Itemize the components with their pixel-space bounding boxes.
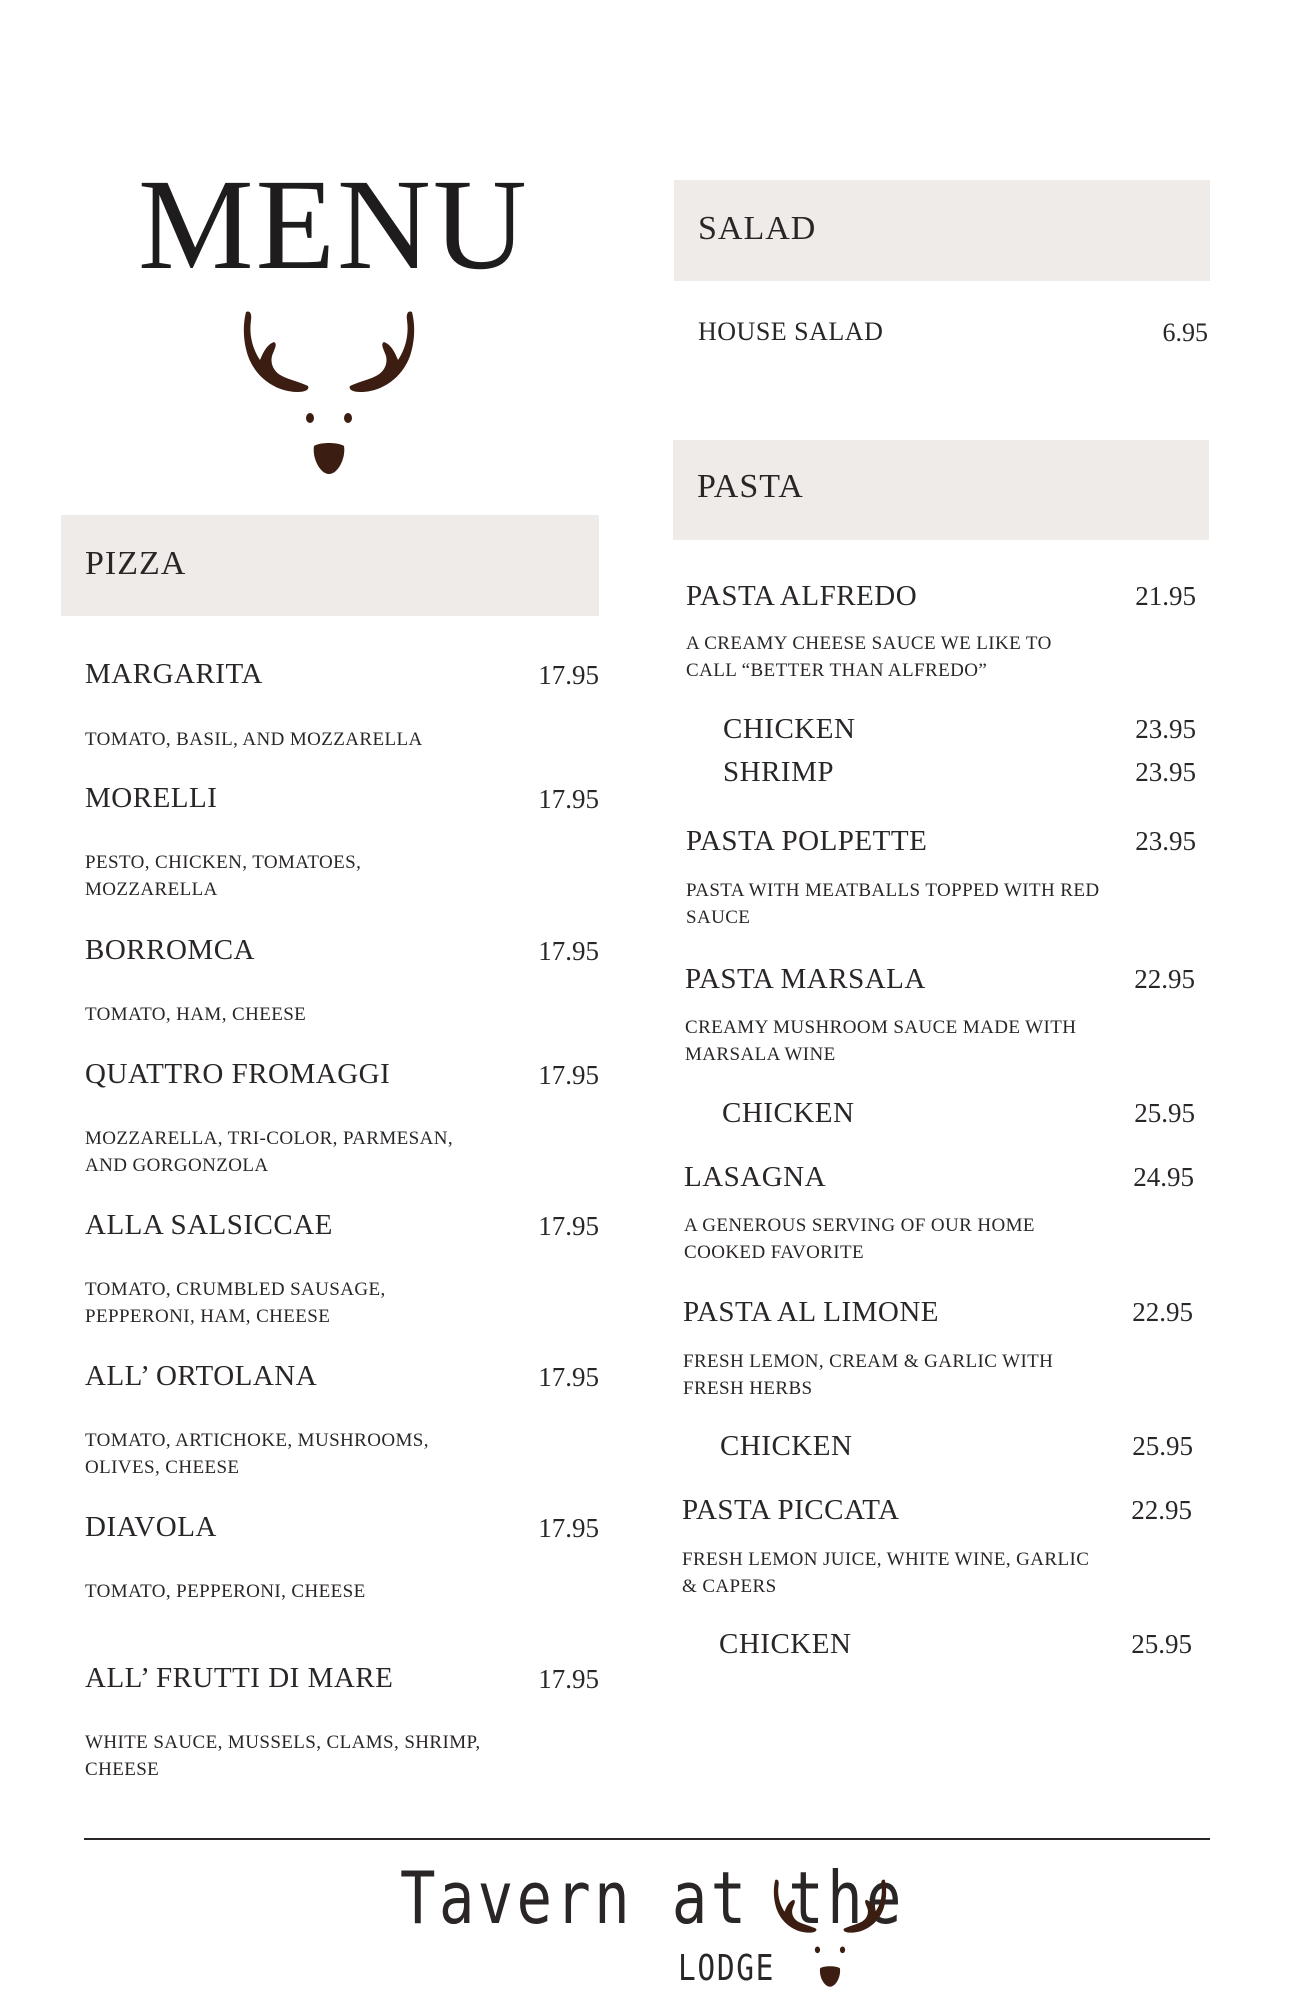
pizza-item-price: 17.95 [538,1664,599,1694]
pizza-item-name: QUATTRO FROMAGGI [85,1058,391,1090]
salad-header [674,180,1210,281]
pizza-item-price: 17.95 [538,1211,599,1241]
pizza-item-name: DIAVOLA [85,1511,217,1543]
pizza-item-name: ALL’ ORTOLANA [85,1360,318,1392]
pasta-item-name: PASTA PICCATA [682,1494,900,1526]
page-title: MENU [138,153,529,297]
pasta-item-name: PASTA AL LIMONE [683,1296,940,1328]
pizza-item-price: 17.95 [538,1060,599,1090]
brand-name: Tavern at the [400,1856,905,1940]
pasta-subitem-price: 23.95 [1135,757,1196,787]
pasta-item-price: 22.95 [1132,1297,1193,1327]
pasta-item-price: 22.95 [1134,964,1195,994]
salad-item-price: 6.95 [1162,318,1208,347]
pizza-item-desc: MOZZARELLA, TRI-COLOR, PARMESAN, AND GORGONZOLA [85,1128,454,1176]
pasta-header [673,440,1209,540]
pasta-subitem-price: 25.95 [1132,1431,1193,1461]
pasta-item-name: PASTA POLPETTE [686,825,928,857]
pasta-item-name: LASAGNA [684,1161,827,1193]
pasta-item-desc: FRESH LEMON, CREAM & GARLIC WITH FRESH HERBS [683,1351,1054,1399]
pasta-item-name: PASTA MARSALA [685,963,926,995]
pasta-item-price: 23.95 [1135,826,1196,856]
pizza-item-price: 17.95 [538,1362,599,1392]
pasta-subitem-name: CHICKEN [719,1628,852,1660]
deer-antlers-icon [770,1877,890,1991]
pasta-item-desc: A CREAMY CHEESE SAUCE WE LIKE TO CALL “BETTER THAN ALFREDO” [686,633,1052,681]
brand-subtitle: LODGE [678,1948,776,1989]
footer-divider [84,1838,1210,1840]
pasta-subitem-name: CHICKEN [720,1430,853,1462]
pizza-heading: PIZZA [85,545,187,582]
pasta-heading: PASTA [697,468,804,505]
pasta-item-name: PASTA ALFREDO [686,580,918,612]
pizza-item-name: MARGARITA [85,658,263,690]
pizza-item-desc: TOMATO, CRUMBLED SAUSAGE, PEPPERONI, HAM, CHEESE [85,1279,386,1327]
pizza-item-name: ALLA SALSICCAE [85,1209,333,1241]
pasta-item-desc: PASTA WITH MEATBALLS TOPPED WITH RED SAUCE [686,880,1100,928]
pizza-header [61,515,599,616]
pasta-item-price: 24.95 [1133,1162,1194,1192]
pasta-item-price: 22.95 [1131,1495,1192,1525]
deer-antlers-icon [238,308,420,480]
pasta-subitem-name: SHRIMP [723,756,834,788]
pasta-subitem-name: CHICKEN [722,1097,855,1129]
pizza-item-price: 17.95 [538,784,599,814]
pizza-item-desc: TOMATO, BASIL, AND MOZZARELLA [85,729,423,750]
pasta-item-desc: FRESH LEMON JUICE, WHITE WINE, GARLIC & CAPERS [682,1549,1090,1597]
pizza-item-desc: TOMATO, PEPPERONI, CHEESE [85,1581,366,1602]
pizza-item-desc: TOMATO, ARTICHOKE, MUSHROOMS, OLIVES, CHEESE [85,1430,429,1478]
pizza-item-desc: TOMATO, HAM, CHEESE [85,1004,307,1025]
salad-heading: SALAD [698,210,817,247]
pizza-item-price: 17.95 [538,936,599,966]
pasta-subitem-price: 23.95 [1135,714,1196,744]
pizza-item-price: 17.95 [538,660,599,690]
pasta-item-desc: A GENEROUS SERVING OF OUR HOME COOKED FAVORITE [684,1215,1035,1263]
pizza-item-price: 17.95 [538,1513,599,1543]
salad-item-name: HOUSE SALAD [698,317,884,346]
pasta-subitem-price: 25.95 [1131,1629,1192,1659]
pasta-item-desc: CREAMY MUSHROOM SAUCE MADE WITH MARSALA WINE [685,1017,1077,1065]
pasta-item-price: 21.95 [1135,581,1196,611]
pasta-subitem-name: CHICKEN [723,713,856,745]
pizza-item-desc: PESTO, CHICKEN, TOMATOES, MOZZARELLA [85,852,362,900]
pizza-item-name: ALL’ FRUTTI DI MARE [85,1662,394,1694]
pizza-item-name: BORROMCA [85,934,255,966]
pizza-item-desc: WHITE SAUCE, MUSSELS, CLAMS, SHRIMP, CHEESE [85,1732,481,1780]
pasta-subitem-price: 25.95 [1134,1098,1195,1128]
pizza-item-name: MORELLI [85,782,218,814]
